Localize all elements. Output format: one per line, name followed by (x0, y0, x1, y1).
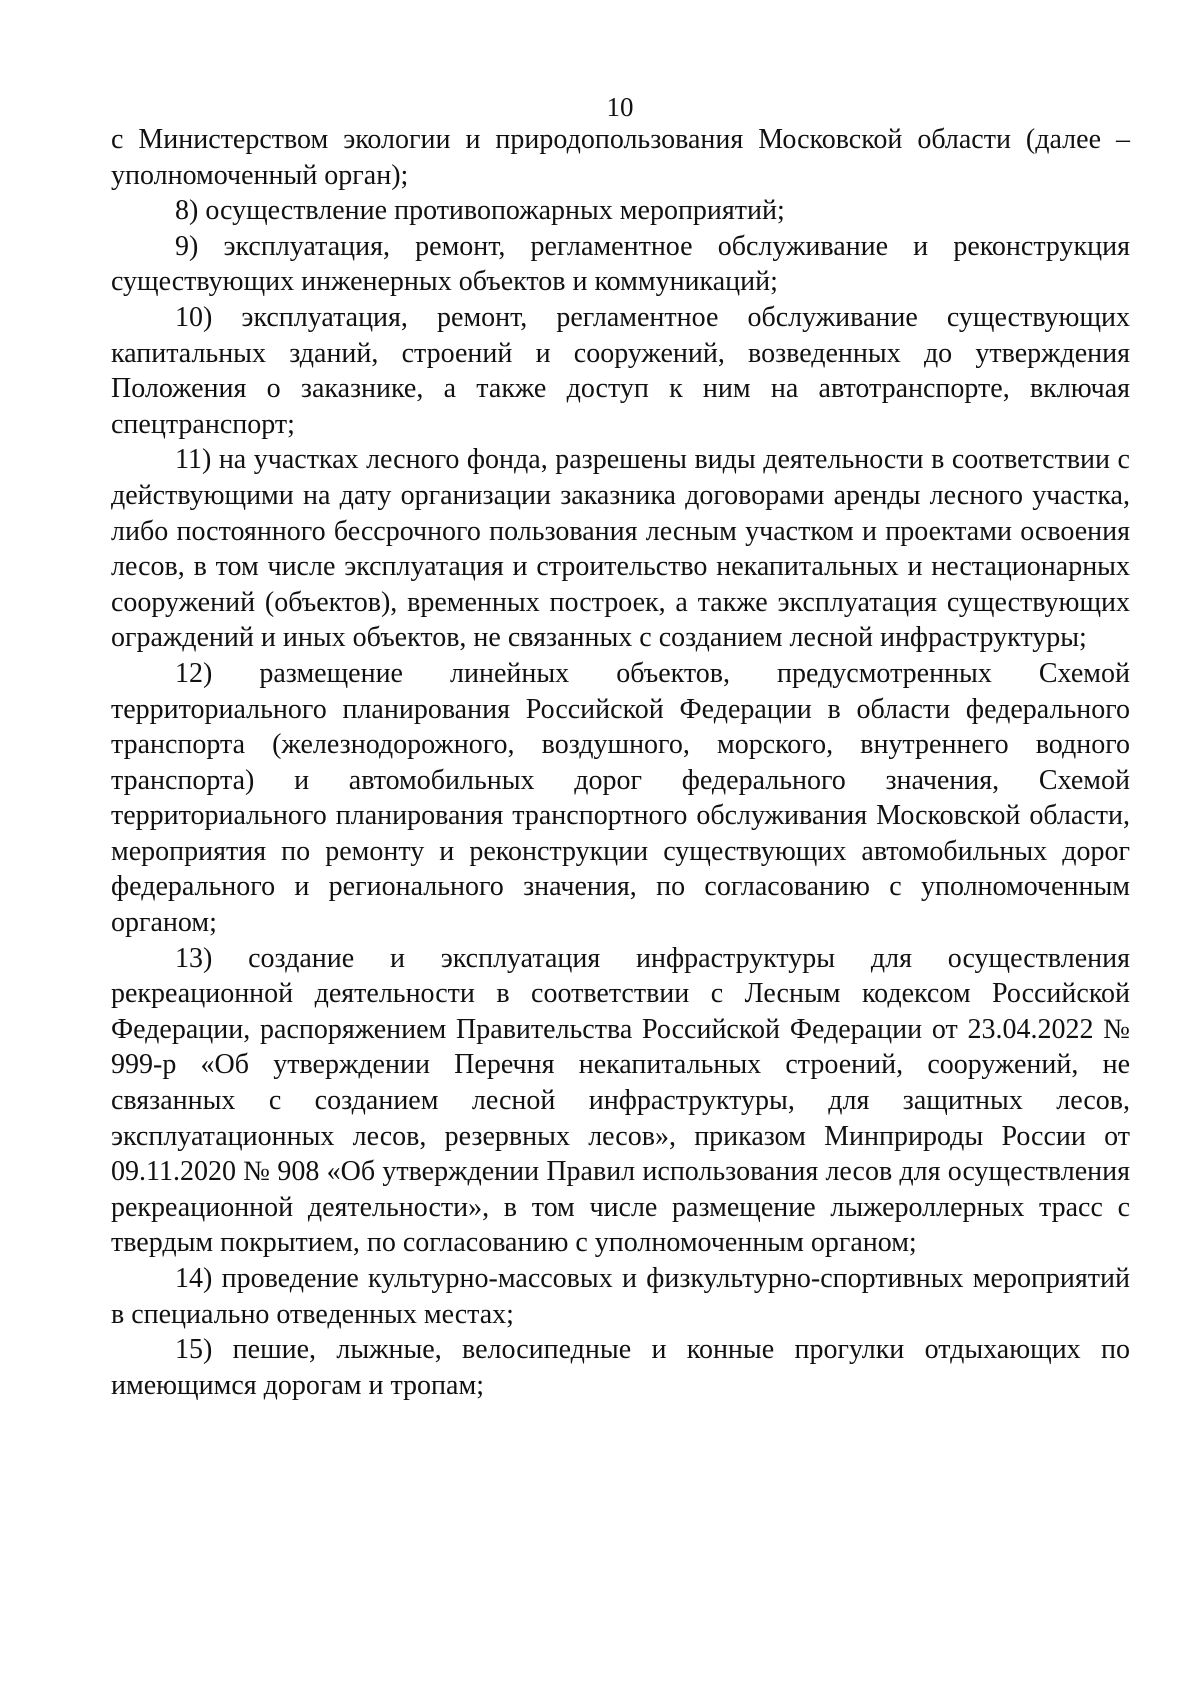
list-item-9: 9) эксплуатация, ремонт, регламентное обслуживание и реконструкция существующих инженерных объектов и коммуникаций; (111, 230, 1130, 298)
list-item-13: 13) создание и эксплуатация инфраструктуры для осуществления рекреационной деятельности в соответствии с Лесным кодексом Российской Федерации, распоряжением Правительства Российской Федерации от 23.04.2022 № 999-р «Об утверждении Перечня некапитальных строений, сооружений, не связанных с созданием лесной инфраструктуры, для защитных лесов, эксплуатационных лесов, резервных лесов», приказом Минприроды России от 09.11.2020 № 908 «Об утверждении Правил использования лесов для осуществления рекреационной деятельности», в том числе размещение лыжероллерных трасс с твердым покрытием, по согласованию с уполномоченным органом; (111, 942, 1130, 1259)
paragraph-continuation: с Министерством экологии и природопользования Московской области (далее – уполномоченный орган); (111, 124, 1130, 191)
document-body (111, 122, 1130, 1403)
page-number: 10 (606, 92, 634, 122)
list-item-10: 10) эксплуатация, ремонт, регламентное обслуживание существующих капитальных зданий, строений и сооружений, возведенных до утверждения Положения о заказнике, а также доступ к ним на автотранспорте, включая спецтранспорт; (111, 301, 1130, 440)
list-item-12: 12) размещение линейных объектов, предусмотренных Схемой территориального планирования Российской Федерации в области федерального транспорта (железнодорожного, воздушного, морского, внутреннего водного транспорта) и автомобильных дорог федерального значения, Схемой территориального планирования транспортного обслуживания Московской области, мероприятия по ремонту и реконструкции существующих автомобильных дорог федерального и регионального значения, по согласованию с уполномоченным органом; (111, 657, 1130, 939)
list-item-11: 11) на участках лесного фонда, разрешены виды деятельности в соответствии с действующими на дату организации заказника договорами аренды лесного участка, либо постоянного бессрочного пользования лесным участком и проектами освоения лесов, в том числе эксплуатация и строительство некапитальных и нестационарных сооружений (объектов), временных построек, а также эксплуатация существующих ограждений и иных объектов, не связанных с созданием лесной инфраструктуры; (111, 444, 1130, 654)
list-item-8: 8) осуществление противопожарных мероприятий; (175, 195, 785, 227)
list-item-15: 15) пешие, лыжные, велосипедные и конные прогулки отдыхающих по имеющимся дорогам и тропам; (111, 1334, 1130, 1401)
list-item-14: 14) проведение культурно-массовых и физкультурно-спортивных мероприятий в специально отведенных местах; (111, 1263, 1130, 1330)
